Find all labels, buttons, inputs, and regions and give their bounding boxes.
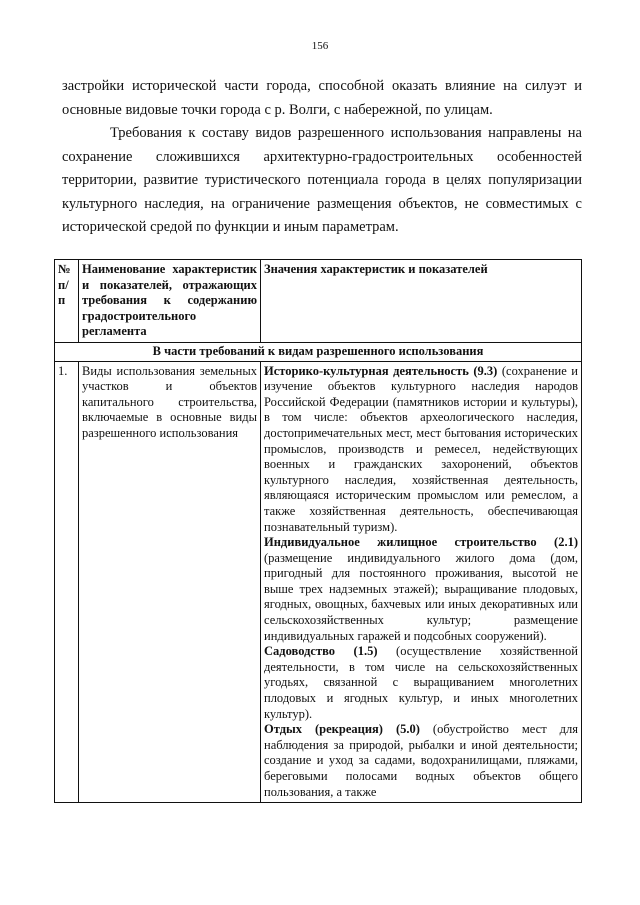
- intro-text: [62, 75, 582, 240]
- value-item-title: Отдых (рекреация) (5.0): [264, 722, 420, 737]
- table-header-row: [55, 260, 582, 343]
- section-row: [55, 342, 582, 361]
- header-values: Значения характеристик и показателей: [261, 260, 582, 343]
- row-name: Виды использования земельных участков и объектов капитального строительства, включаемые в основные виды разрешенного использования: [79, 361, 261, 803]
- value-item-title: Историко-культурная деятельность (9.3): [264, 363, 498, 378]
- value-item: [264, 364, 578, 536]
- value-item-text: (сохранение и изучение объектов культурного наследия народов Российской Федерации (памятников истории и культуры), в том числе: объектов археологического наследия, достопримечательных мест, мест бытования исторических промыслов, производств и ремесел, недействующих военных и гражданских захоронений, объектов культурного наследия, хозяйственная деятельность, являющаяся историческим промыслом или ремеслом, а также хозяйственная деятельность, обеспечивающая познавательный туризм).: [264, 363, 578, 534]
- value-item-title: Индивидуальное жилищное строительство (2.1): [264, 535, 578, 550]
- value-item: [264, 535, 578, 644]
- value-item-text: (обустройство мест для наблюдения за природой, рыбалки и иной деятельности; создание и уход за садами, водохранилищами, пляжами, береговыми полосами водных объектов общего пользования, а также: [264, 722, 578, 799]
- section-title: В части требований к видам разрешенного использования: [55, 342, 582, 361]
- intro-paragraph-2: Требования к составу видов разрешенного использования направлены на сохранение сложившихся архитектурно-градостроительных особенностей территории, развитие туристического потенциала города в целях популяризации культурного наследия, на ограничение размещения объектов, не совместимых с исторической средой по функции и иным параметрам.: [62, 125, 582, 235]
- page-number: 156: [311, 40, 329, 52]
- header-num: № п/п: [55, 260, 79, 343]
- value-item-text: (осуществление хозяйственной деятельности, в том числе на сельскохозяйственных угодьях, связанной с выращиванием многолетних плодовых и ягодных культур, и иных многолетних культур).: [264, 644, 578, 721]
- row-num: 1.: [55, 361, 79, 803]
- table-row: [55, 361, 582, 803]
- value-item: [264, 722, 578, 800]
- header-name: Наименование характеристик и показателей, отражающих требования к содержанию градостроительного регламента: [79, 260, 261, 343]
- regulation-table: [54, 259, 582, 803]
- row-values: [261, 361, 582, 803]
- value-item: [264, 644, 578, 722]
- value-item-title: Садоводство (1.5): [264, 644, 378, 659]
- value-item-text: (размещение индивидуального жилого дома (дом, пригодный для постоянного проживания, высотой не выше трех надземных этажей); выращивание плодовых, ягодных, овощных, бахчевых или иных декоративных или сельскохозяйственных культур; размещение индивидуальных гаражей и подсобных сооружений).: [264, 550, 578, 643]
- intro-paragraph-1: застройки исторической части города, способной оказать влияние на силуэт и основные видовые точки города с р. Волги, с набережной, по улицам.: [62, 78, 582, 118]
